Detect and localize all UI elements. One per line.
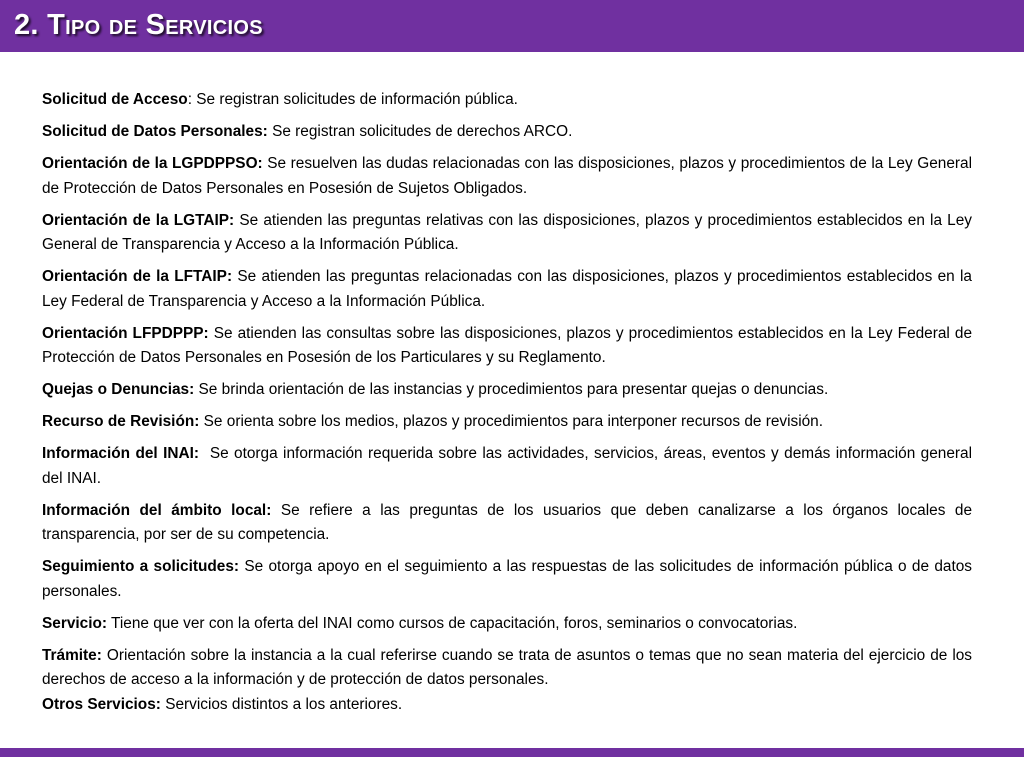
service-item: [42, 378, 972, 403]
service-list: [42, 88, 972, 725]
service-item: [42, 644, 972, 693]
service-separator: [271, 502, 280, 519]
service-description: Orientación sobre la instancia a la cual referirse cuando se trata de asuntos o temas que no sean materia del ejercicio de los derechos de acceso a la información y de protección de datos personales.: [42, 646, 973, 688]
service-term: Solicitud de Acceso: [42, 91, 188, 108]
service-description: Se resuelven las dudas relacionadas con las disposiciones, plazos y procedimientos de la Ley General de Protección de Datos Personales en Posesión de Sujetos Obligados.: [42, 155, 973, 197]
service-item: [42, 120, 972, 145]
title-bar: [0, 0, 1024, 52]
slide-title: 2. Tipo de Servicios: [14, 9, 263, 41]
service-item: [42, 209, 972, 258]
service-item: [42, 555, 972, 604]
service-item: [42, 88, 972, 113]
service-item: [42, 152, 972, 201]
service-description: Se otorga información requerida sobre las actividades, servicios, áreas, eventos y demás información general del INAI.: [42, 445, 973, 487]
service-term: Servicio:: [42, 614, 108, 632]
service-item: [42, 410, 972, 435]
service-description: Se atienden las preguntas relativas con las disposiciones, plazos y procedimientos establecidos en la Ley General de Transparencia y Acceso a la Información Pública.: [42, 211, 972, 253]
service-description: Se registran solicitudes de información pública.: [196, 91, 518, 108]
service-description: Se atienden las consultas sobre las disposiciones, plazos y procedimientos establecidos en la Ley Federal de Protección de Datos Personales en Posesión de los Particulares y su Reglamento.: [42, 324, 973, 366]
service-term: Orientación LFPDPPP:: [42, 324, 209, 342]
service-term: Quejas o Denuncias:: [42, 381, 195, 398]
service-separator: [199, 445, 210, 462]
service-separator: :: [187, 91, 197, 108]
service-term: Orientación de la LGTAIP:: [42, 211, 235, 229]
service-description: Se orienta sobre los medios, plazos y procedimientos para interponer recursos de revisión.: [203, 413, 824, 430]
service-term: Información del INAI:: [42, 445, 200, 462]
service-term: Seguimiento a solicitudes:: [42, 558, 240, 575]
service-term: Información del ámbito local:: [42, 501, 272, 519]
service-item: [42, 693, 972, 718]
service-term: Orientación de la LGPDPPSO:: [42, 155, 263, 172]
service-term: Solicitud de Datos Personales:: [42, 123, 268, 140]
service-description: Tiene que ver con la oferta del INAI como cursos de capacitación, foros, seminarios o convocatorias.: [111, 614, 798, 632]
service-description: Se atienden las preguntas relacionadas con las disposiciones, plazos y procedimientos establecidos en la Ley Federal de Transparencia y Acceso a la Información Pública.: [42, 268, 972, 310]
service-item: [42, 442, 972, 491]
service-description: Se otorga apoyo en el seguimiento a las respuestas de las solicitudes de información pública o de datos personales.: [42, 558, 972, 600]
service-item: [42, 499, 972, 548]
service-term: Orientación de la LFTAIP:: [42, 268, 233, 285]
service-term: Trámite:: [42, 646, 102, 664]
service-description: Se registran solicitudes de derechos ARCO.: [272, 123, 573, 140]
service-item: [42, 322, 972, 371]
service-term: Recurso de Revisión:: [42, 413, 200, 430]
service-item: [42, 265, 972, 314]
service-description: Se brinda orientación de las instancias y procedimientos para presentar quejas o denuncias.: [198, 381, 829, 398]
service-description: Se refiere a las preguntas de los usuarios que deben canalizarse a los órganos locales de transparencia, por ser de su competencia.: [42, 501, 972, 543]
footer-bar: [0, 748, 1024, 757]
service-description: Servicios distintos a los anteriores.: [165, 695, 403, 713]
service-term: Otros Servicios:: [42, 695, 161, 713]
service-item: [42, 612, 972, 637]
